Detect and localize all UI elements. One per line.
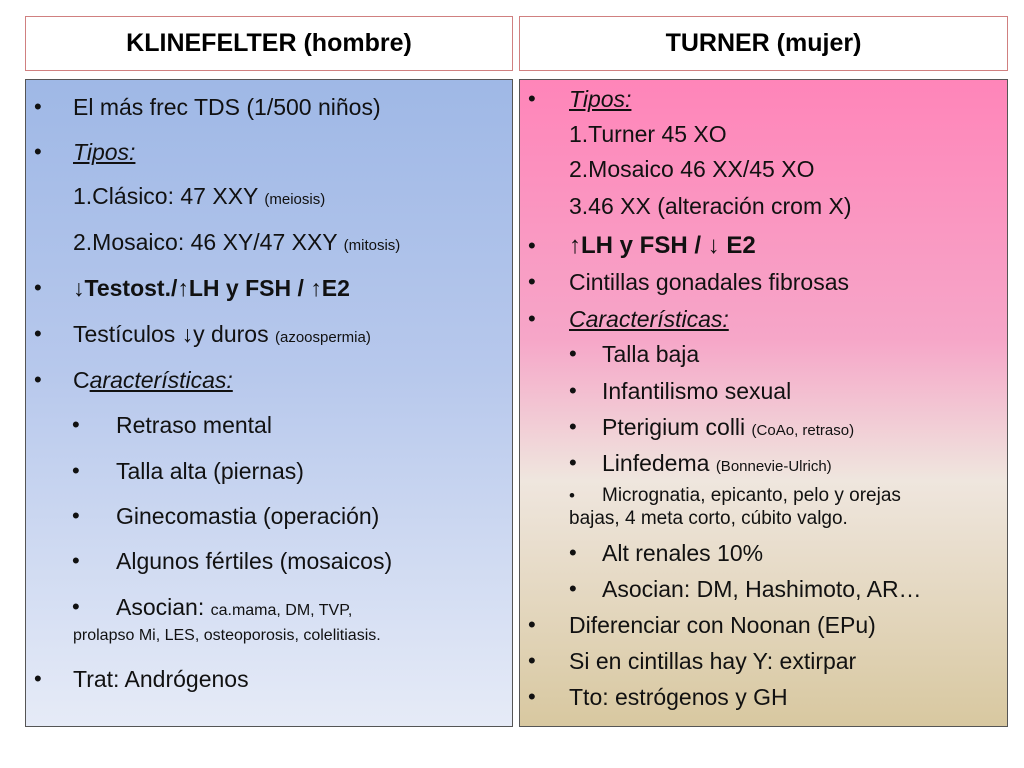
bullet: • bbox=[34, 666, 42, 691]
bullet: • bbox=[569, 378, 577, 403]
sub-talla-alta: Talla alta (piernas) bbox=[116, 458, 304, 484]
turner-title: TURNER (mujer) bbox=[665, 29, 862, 57]
item-frecuencia: El más frec TDS (1/500 niños) bbox=[73, 94, 381, 120]
tipo-turner: 1.Turner 45 XO bbox=[569, 121, 727, 147]
tipo-clasico-main: 1.Clásico: 47 XXY bbox=[73, 183, 258, 209]
sub-asocian: Asocian: DM, Hashimoto, AR… bbox=[602, 576, 922, 602]
item-caracteristicas: Características: bbox=[569, 306, 729, 332]
sub-pterigium bbox=[602, 413, 854, 445]
bullet: • bbox=[528, 648, 536, 673]
item-tto: Tto: estrógenos y GH bbox=[569, 684, 788, 710]
tipo-clasico bbox=[73, 182, 325, 214]
bullet: • bbox=[569, 540, 577, 565]
sub-micrognatia-line1: Micrognatia, epicanto, pelo y orejas bbox=[602, 485, 901, 506]
bullet: • bbox=[528, 612, 536, 637]
tipo-mosaico-note: (mitosis) bbox=[343, 237, 401, 254]
bullet: • bbox=[72, 594, 80, 619]
pterigium-main: Pterigium colli bbox=[602, 414, 746, 440]
bullet: • bbox=[569, 414, 577, 439]
linfedema-note: (Bonnevie-Ulrich) bbox=[715, 458, 832, 475]
sub-ginecomastia: Ginecomastia (operación) bbox=[116, 503, 380, 529]
caracteristicas-c: C bbox=[73, 367, 90, 393]
sub-fertiles: Algunos fértiles (mosaicos) bbox=[116, 548, 393, 574]
linfedema-main: Linfedema bbox=[602, 450, 710, 476]
bullet: • bbox=[34, 94, 42, 119]
item-cintillas: Cintillas gonadales fibrosas bbox=[569, 269, 849, 295]
sub-alt-renales: Alt renales 10% bbox=[602, 540, 764, 566]
bullet: • bbox=[34, 139, 42, 164]
bullet: • bbox=[34, 367, 42, 392]
bullet: • bbox=[569, 576, 577, 601]
tipo-mosaico-main: 2.Mosaico: 46 XY/47 XXY bbox=[73, 229, 338, 255]
bullet: • bbox=[72, 412, 80, 437]
item-noonan: Diferenciar con Noonan (EPu) bbox=[569, 612, 876, 638]
klinefelter-panel bbox=[25, 79, 513, 727]
bullet: • bbox=[569, 341, 577, 366]
asocian-main: Asocian: bbox=[116, 594, 205, 620]
tipo-alteracion: 3.46 XX (alteración crom X) bbox=[569, 193, 852, 219]
sub-asocian bbox=[116, 593, 352, 625]
tipo-clasico-note: (meiosis) bbox=[264, 191, 326, 208]
klinefelter-header bbox=[25, 16, 513, 71]
item-hormonas: ↓Testost./↑LH y FSH / ↑E2 bbox=[73, 275, 350, 301]
bullet: • bbox=[528, 306, 536, 331]
asocian-continuation: prolapso Mi, LES, osteoporosis, colelitiasis. bbox=[73, 627, 381, 644]
bullet: • bbox=[528, 233, 536, 258]
item-cintillas-y: Si en cintillas hay Y: extirpar bbox=[569, 648, 857, 674]
asocian-note: ca.mama, DM, TVP, bbox=[210, 602, 353, 619]
item-tipos-label: Tipos: bbox=[569, 86, 632, 112]
bullet: • bbox=[72, 548, 80, 573]
bullet: • bbox=[34, 275, 42, 300]
item-hormonas: ↑LH y FSH / ↓ E2 bbox=[569, 232, 756, 259]
turner-panel bbox=[519, 79, 1008, 727]
bullet: • bbox=[72, 503, 80, 528]
bullet: • bbox=[72, 458, 80, 483]
sub-talla-baja: Talla baja bbox=[602, 341, 700, 367]
caracteristicas-rest: aracterísticas: bbox=[89, 367, 233, 393]
item-caracteristicas bbox=[73, 366, 233, 394]
pterigium-note: (CoAo, retraso) bbox=[751, 422, 855, 439]
sub-retraso-mental: Retraso mental bbox=[116, 412, 272, 438]
bullet: • bbox=[528, 684, 536, 709]
sub-linfedema bbox=[602, 449, 832, 481]
tipo-mosaico bbox=[73, 228, 400, 260]
item-tipos-label: Tipos: bbox=[73, 139, 136, 165]
bullet: • bbox=[34, 321, 42, 346]
sub-infantilismo: Infantilismo sexual bbox=[602, 378, 792, 404]
bullet: • bbox=[569, 450, 577, 475]
bullet: • bbox=[528, 86, 536, 111]
bullet: • bbox=[569, 486, 575, 505]
testiculos-note: (azoospermia) bbox=[274, 329, 371, 346]
sub-micrognatia-line2: bajas, 4 meta corto, cúbito valgo. bbox=[569, 508, 848, 529]
klinefelter-title: KLINEFELTER (hombre) bbox=[126, 29, 412, 57]
tipo-mosaico: 2.Mosaico 46 XX/45 XO bbox=[569, 156, 815, 182]
bullet: • bbox=[528, 269, 536, 294]
item-tratamiento: Trat: Andrógenos bbox=[73, 666, 249, 692]
testiculos-main: Testículos ↓y duros bbox=[73, 321, 269, 347]
turner-header bbox=[519, 16, 1008, 71]
item-testiculos bbox=[73, 320, 371, 352]
